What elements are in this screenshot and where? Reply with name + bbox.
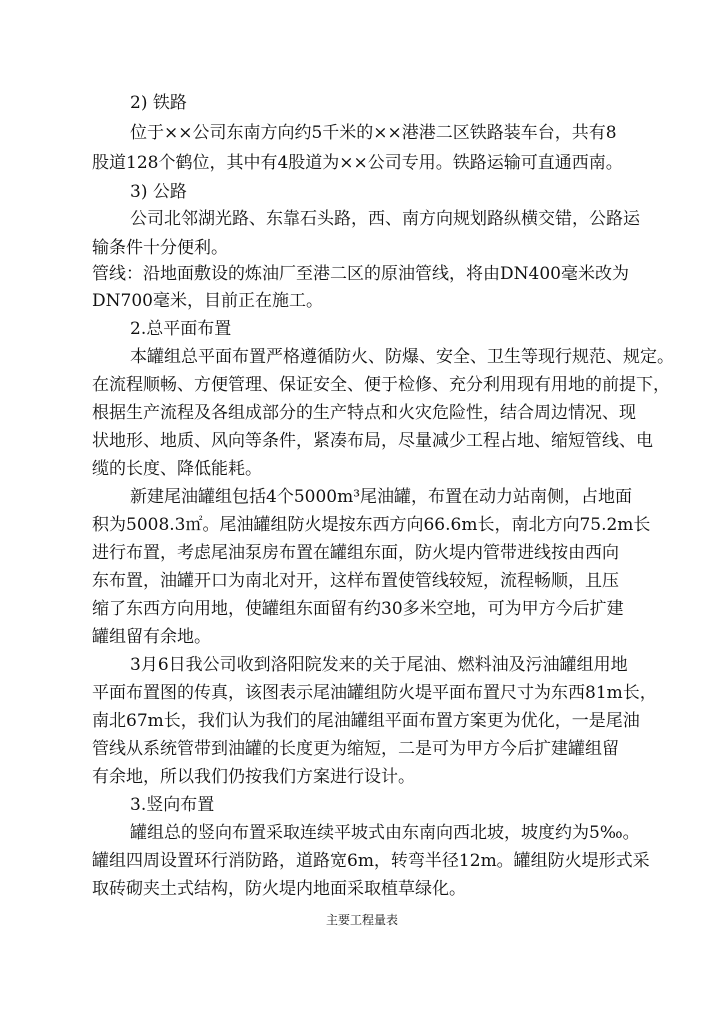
paragraph-line: 公司北邻湖光路、东靠石头路，西、南方向规划路纵横交错，公路运 bbox=[130, 209, 640, 229]
heading-railway: 2) 铁路 bbox=[130, 93, 187, 113]
paragraph-line: 罐组总的竖向布置采取连续平坡式由东南向西北坡，坡度约为5‰。 bbox=[130, 823, 640, 843]
paragraph-line: 罐组四周设置环行消防路，道路宽6m，转弯半径12m。罐组防火堤形式采 bbox=[92, 851, 650, 871]
paragraph-line: 3月6日我公司收到洛阳院发来的关于尾油、燃料油及污油罐组用地 bbox=[130, 655, 628, 675]
paragraph-line: 取砖砌夹土式结构，防火堤内地面采取植草绿化。 bbox=[92, 879, 466, 899]
paragraph-line: 管线：沿地面敷设的炼油厂至港二区的原油管线，将由DN400毫米改为 bbox=[92, 264, 629, 284]
paragraph-line: 积为5008.3㎡。尾油罐组防火堤按东西方向66.6m长，南北方向75.2m长 bbox=[92, 515, 651, 535]
paragraph-line: 位于××公司东南方向约5千米的××港港二区铁路装车台，共有8 bbox=[130, 123, 617, 143]
paragraph-line: 本罐组总平面布置严格遵循防火、防爆、安全、卫生等现行规范、规定。 bbox=[130, 347, 674, 367]
paragraph-line: 新建尾油罐组包括4个5000m³尾油罐，布置在动力站南侧，占地面 bbox=[130, 487, 633, 507]
paragraph-line: 罐组留有余地。 bbox=[92, 627, 211, 647]
paragraph-line: 进行布置，考虑尾油泵房布置在罐组东面，防火堤内管带进线按由西向 bbox=[92, 543, 619, 563]
paragraph-line: 根据生产流程及各组成部分的生产特点和火灾危险性，结合周边情况、现 bbox=[92, 403, 636, 423]
paragraph-line: 缆的长度、降低能耗。 bbox=[92, 459, 262, 479]
paragraph-line: 缩了东西方向用地，使罐组东面留有约30多米空地，可为甲方今后扩建 bbox=[92, 599, 624, 619]
paragraph-line: 南北67m长，我们认为我们的尾油罐组平面布置方案更为优化，一是尾油 bbox=[92, 711, 640, 731]
paragraph-line: 在流程顺畅、方便管理、保证安全、便于检修、充分利用现有用地的前提下， bbox=[92, 375, 670, 395]
paragraph-line: 东布置，油罐开口为南北对开，这样布置使管线较短，流程畅顺，且压 bbox=[92, 571, 619, 591]
heading-highway: 3) 公路 bbox=[130, 182, 187, 202]
paragraph-line: 有余地，所以我们仍按我们方案进行设计。 bbox=[92, 767, 415, 787]
paragraph-line: 状地形、地质、风向等条件，紧凑布局，尽量减少工程占地、缩短管线、电 bbox=[92, 431, 653, 451]
paragraph-line: 平面布置图的传真，该图表示尾油罐组防火堤平面布置尺寸为东西81m长， bbox=[92, 683, 657, 703]
paragraph-line: 股道128个鹤位，其中有4股道为××公司专用。铁路运输可直通西南。 bbox=[92, 153, 623, 173]
paragraph-line: DN700毫米，目前正在施工。 bbox=[92, 291, 323, 311]
table-caption: 主要工程量表 bbox=[325, 913, 398, 927]
paragraph-line: 输条件十分便利。 bbox=[92, 238, 228, 258]
heading-site-plan: 2.总平面布置 bbox=[130, 319, 232, 339]
paragraph-line: 管线从系统管带到油罐的长度更为缩短，二是可为甲方今后扩建罐组留 bbox=[92, 739, 619, 759]
heading-vertical-plan: 3.竖向布置 bbox=[130, 795, 215, 815]
